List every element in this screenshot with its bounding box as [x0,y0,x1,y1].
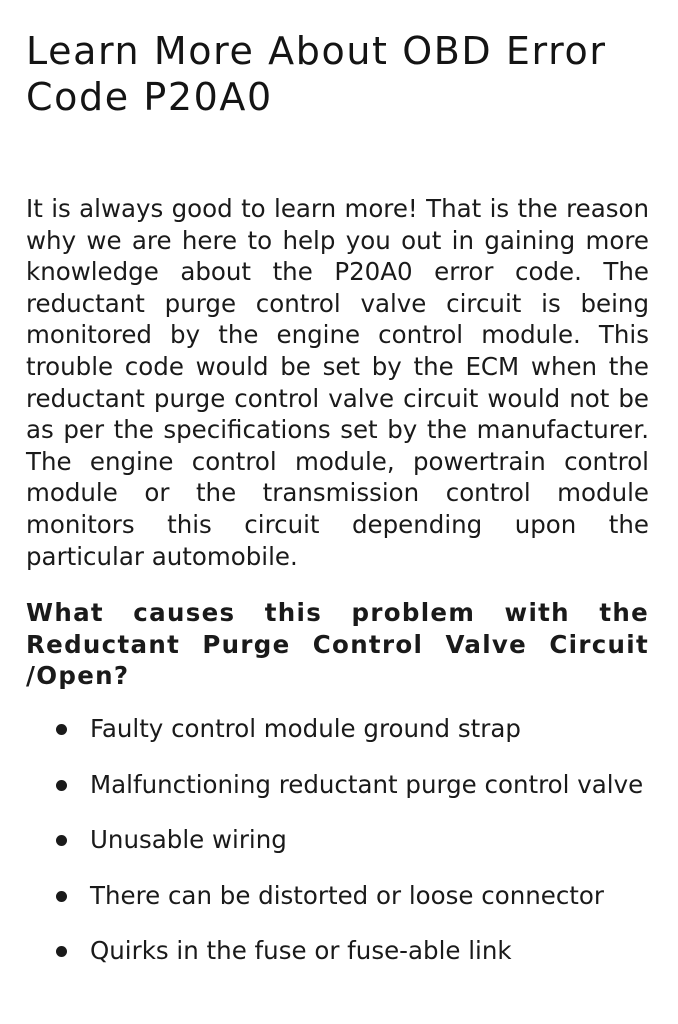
list-item [26,824,649,856]
bullet-icon [56,891,67,902]
article [26,0,649,965]
intro-paragraph: It is always good to learn more! That is the reason why we are here to help you out in gaining more knowledge about the P20A0 error code. The reductant purge control valve circuit is being monitored by the engine control module. This trouble code would be set by the ECM when the reductant purge control valve circuit would not be as per the specifications set by the manufacturer. The engine control module, powertrain control module or the transmission control module monitors this circuit depending upon the particular automobile. [26,194,649,571]
causes-heading: What causes this problem with the Reductant Purge Control Valve Circuit /Open? [26,598,649,690]
bullet-icon [56,724,67,735]
list-item [26,769,649,801]
bullet-icon [56,835,67,846]
cause-text: Faulty control module ground strap [90,714,521,743]
bullet-icon [56,946,67,957]
causes-list [26,713,649,991]
cause-text: Malfunctioning reductant purge control valve [90,769,644,799]
bullet-icon [56,780,67,791]
list-item [26,880,649,912]
page-title: Learn More About OBD Error Code P20A0 [26,29,607,119]
list-item [26,935,649,967]
list-item [26,713,649,745]
cause-text: There can be distorted or loose connector [90,880,604,910]
cause-text: Unusable wiring [90,825,287,854]
cause-text: Quirks in the fuse or fuse-able link [90,936,512,965]
